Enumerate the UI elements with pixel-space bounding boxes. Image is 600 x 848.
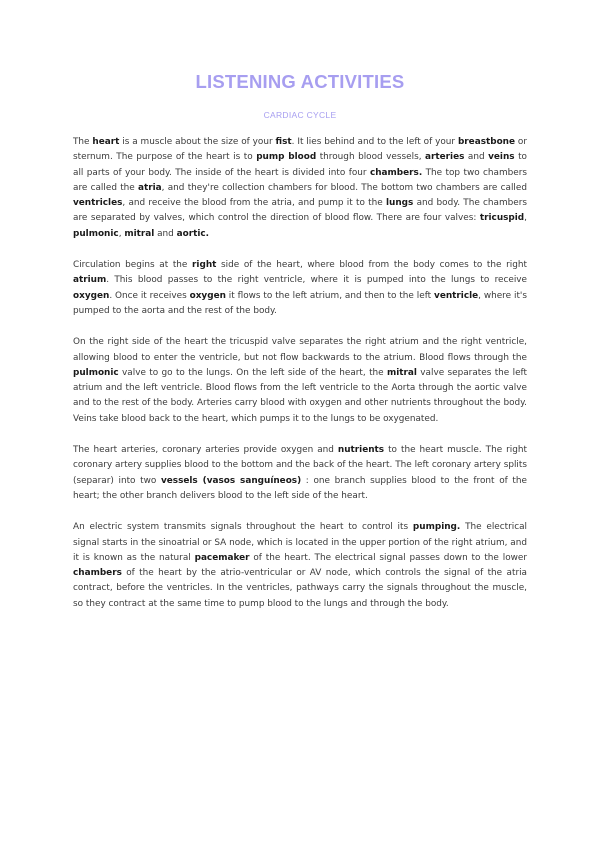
bold-term: chambers.	[369, 167, 423, 178]
text-run: ,	[524, 213, 527, 224]
page-subtitle: CARDIAC CYCLE	[263, 110, 337, 120]
text-run: The heart arteries, coronary arteries provide oxygen and	[73, 445, 338, 456]
bold-term: pulmonic	[73, 228, 119, 239]
bold-term: fist	[275, 137, 292, 147]
text-run: The top two chambers are called the	[73, 167, 527, 193]
bold-term: mitral	[387, 367, 417, 378]
bold-term: tricuspid	[479, 213, 525, 224]
bold-term: nutrients	[337, 445, 385, 456]
text-run: and	[154, 228, 177, 239]
text-run: , and they're collection chambers for blood. The bottom two chambers are called	[161, 182, 527, 193]
text-run: On the right side of the heart the tricuspid valve separates the right atrium and the right ventricle, allowing blood to enter the ventricle, but not flow backwards to the atrium. Blood flows through the	[73, 337, 527, 363]
paragraph	[73, 258, 527, 319]
bold-term: lungs	[385, 198, 414, 209]
text-run: through blood vessels,	[316, 152, 426, 163]
text-run: . Once it receives	[109, 290, 190, 301]
text-run: is a muscle about the size of your	[119, 137, 276, 147]
bold-term: pacemaker	[194, 552, 250, 563]
text-run: The	[73, 137, 93, 147]
bold-term: pumping.	[412, 522, 461, 533]
bold-term: mitral	[124, 228, 155, 239]
bold-term: aortic.	[176, 228, 210, 239]
bold-term: ventricles	[73, 198, 123, 209]
bold-term: chambers	[73, 568, 122, 579]
bold-term: arteries	[425, 152, 465, 163]
text-run: and	[464, 152, 489, 163]
document-body	[73, 135, 527, 628]
bold-term: oxygen	[73, 290, 110, 301]
paragraph	[73, 443, 527, 504]
text-run: of the heart. The electrical signal passes down to the lower	[249, 552, 527, 563]
text-run: . It lies behind and to the left of your	[291, 137, 458, 147]
bold-term: oxygen	[189, 290, 226, 301]
bold-term: vessels (vasos sanguíneos)	[160, 475, 302, 486]
text-run: : one branch supplies blood to the front of the heart; the other branch delivers blood to the left side of the heart.	[73, 475, 527, 501]
text-run: or sternum. The purpose of the heart is to	[73, 137, 527, 163]
text-run: The electrical signal starts in the sinoatrial or SA node, which is located in the upper portion of the right atrium, and it is known as the natural	[73, 522, 527, 563]
text-run: . This blood passes to the right ventricle, where it is pumped into the lungs to receive	[106, 275, 527, 286]
text-run: to all parts of your body. The inside of the heart is divided into four	[73, 152, 527, 178]
text-run: it flows to the left atrium, and then to the left	[225, 290, 435, 301]
text-run: of the heart by the atrio-ventricular or AV node, which controls the signal of the atria contract, before the ventricles. In the ventricles, pathways carry the signals throughout the muscle, so they contract at the same time to pump blood to the lungs and through the body.	[73, 568, 527, 609]
paragraph	[73, 335, 527, 427]
text-run: , and receive the blood from the atria, and pump it to the	[122, 198, 386, 209]
bold-term: ventricle	[434, 290, 479, 301]
bold-term: right	[192, 260, 217, 271]
bold-term: atrium	[73, 275, 107, 286]
text-run: valve to go to the lungs. On the left side of the heart, the	[118, 367, 387, 378]
text-run: , where it's pumped to the aorta and the rest of the body.	[73, 290, 527, 316]
bold-term: pulmonic	[73, 367, 119, 378]
bold-term: heart	[92, 137, 120, 147]
text-run: An electric system transmits signals throughout the heart to control its	[73, 522, 413, 533]
text-run: ,	[118, 228, 125, 239]
text-run: side of the heart, where blood from the body comes to the right	[216, 260, 527, 271]
text-run: and body. The chambers are separated by valves, which control the direction of blood flow. There are four valves:	[73, 198, 527, 224]
paragraph	[73, 135, 527, 242]
text-run: valve separates the left atrium and the left ventricle. Blood flows from the left ventricle to the Aorta through the aortic valve and to the rest of the body. Arteries carry blood with oxygen and other nutrients throughout the body. Veins take blood back to the heart, which pumps it to the lungs to be oxygenated.	[73, 367, 527, 424]
paragraph	[73, 520, 527, 612]
bold-term: breastbone	[457, 137, 516, 147]
bold-term: veins	[488, 152, 515, 163]
text-run: Circulation begins at the	[73, 260, 193, 271]
bold-term: atria	[138, 182, 162, 193]
bold-term: pump blood	[256, 152, 317, 163]
page-title: LISTENING ACTIVITIES	[195, 71, 405, 92]
text-run: to the heart muscle. The right coronary artery supplies blood to the bottom and the back of the heart. The left coronary artery splits (separar) into two	[73, 445, 528, 486]
